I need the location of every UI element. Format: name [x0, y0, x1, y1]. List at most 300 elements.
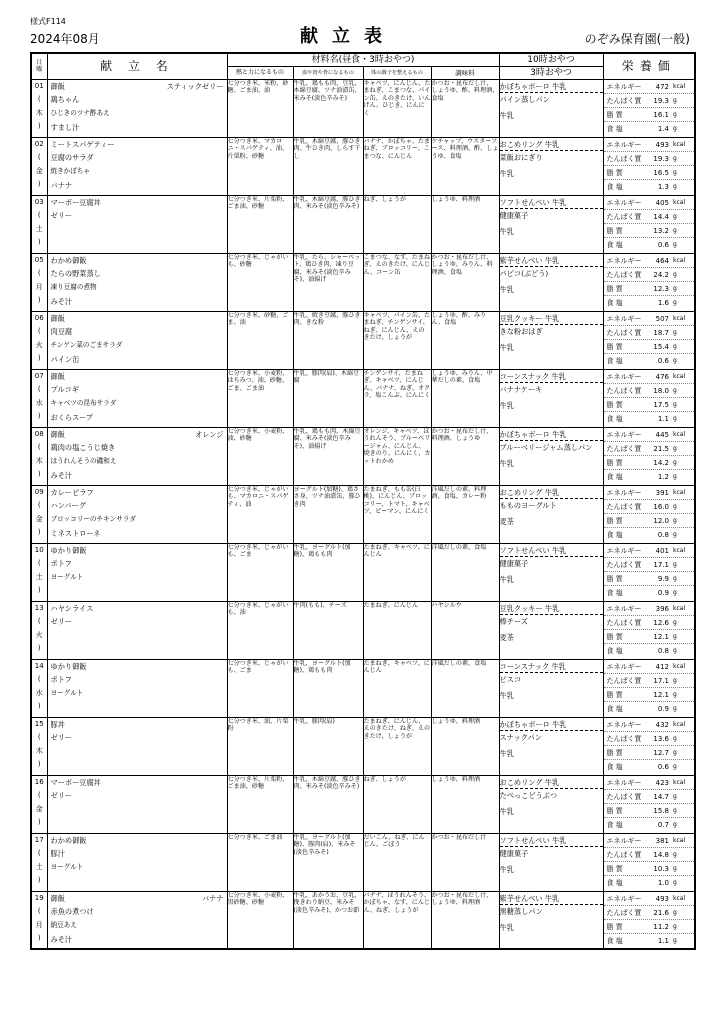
dish-item: 赤魚の煮つけ	[50, 907, 94, 917]
day-row	[31, 311, 695, 369]
date-number: 06	[34, 313, 44, 322]
seasoning-foods: 洋風だしの素、料理酒、食塩、カレー粉	[431, 485, 499, 543]
day-row	[31, 601, 695, 659]
snack-10: ソフトせんべい 牛乳	[500, 834, 603, 847]
energy-foods: 七分つき米、じゃがいも、ごま	[227, 659, 293, 717]
blood-foods: 牛乳、木綿豆腐、豚ひき肉、米みそ(淡色辛みそ)	[293, 195, 363, 253]
snack-3-drink: 牛乳	[499, 168, 514, 178]
nutrient-energy: エネルギー 493 kcal	[604, 138, 695, 152]
day-row	[31, 253, 695, 311]
energy-foods: 七分つき米、小麦粉、油、砂糖	[227, 427, 293, 485]
dish-item: ポトフ	[50, 559, 72, 569]
nutrition-cell	[603, 717, 695, 775]
dish-item: すまし汁	[50, 122, 80, 132]
dish-item: カレーピラフ	[50, 487, 94, 497]
weekday: 月	[35, 282, 43, 291]
seasoning-foods: しょうゆ、料理酒	[431, 775, 499, 833]
day-cell: 09 ( 金 )	[31, 485, 47, 543]
snack-10: おこめリング 牛乳	[500, 138, 603, 151]
snack-cell	[499, 891, 603, 949]
day-row	[31, 79, 695, 137]
nutrient-fat: 脂 質 10.3 g	[604, 862, 695, 876]
weekday: 火	[35, 630, 43, 639]
nutrient-fat: 脂 質 15.4 g	[604, 340, 695, 354]
nutrient-energy: エネルギー 401 kcal	[604, 544, 695, 558]
dish-item: おくらスープ	[50, 412, 93, 422]
snack3-header: 3時おやつ	[499, 66, 603, 79]
date-number: 19	[34, 893, 44, 902]
snack-10: かぼちゃボーロ 牛乳	[500, 80, 603, 93]
dish-cell	[47, 311, 227, 369]
nutrient-fat: 脂 質 12.1 g	[604, 688, 695, 702]
nutrient-protein: たんぱく質 14.4 g	[604, 210, 695, 224]
date-number: 07	[34, 371, 44, 380]
dish-item: ミートスパゲティー	[50, 139, 115, 149]
date-number: 05	[34, 255, 44, 264]
dish-item: ゼリー	[50, 733, 73, 743]
nutrient-energy: エネルギー 493 kcal	[604, 892, 695, 906]
blood-foods: 牛乳、鶏もも肉、木綿豆腐、米みそ(淡色辛みそ)、油揚げ	[293, 427, 363, 485]
weekday: 木	[35, 108, 43, 117]
blood-foods: 牛乳、豚肉(肩)	[293, 717, 363, 775]
date-number: 02	[34, 139, 44, 148]
day-cell: 15 ( 木 )	[31, 717, 47, 775]
nutrient-energy: エネルギー 432 kcal	[604, 718, 695, 732]
dish-item: ヨーグルト	[50, 689, 84, 698]
nutrition-cell	[603, 79, 695, 137]
energy-foods: 七分つき米、ごま油	[227, 833, 293, 891]
nutrition-cell	[603, 775, 695, 833]
seasoning-foods: しょうゆ、料理酒	[431, 717, 499, 775]
seasoning-foods: かつお・昆布だし汁、しょうゆ、みりん、料理酒、食塩	[431, 253, 499, 311]
snack-3-drink: 牛乳	[499, 864, 514, 874]
nutrient-protein: たんぱく質 17.1 g	[604, 674, 695, 688]
fruit-item: バナナ	[201, 893, 224, 903]
nutrition-cell	[603, 195, 695, 253]
nutrient-salt: 食 塩 1.0 g	[606, 879, 677, 888]
dish-item	[48, 629, 227, 643]
snack-cell	[499, 369, 603, 427]
dish-item: 鶏ちゃん	[50, 95, 80, 105]
snack-10: ソフトせんべい 牛乳	[500, 196, 603, 209]
nutrient-protein: たんぱく質 18.7 g	[604, 326, 695, 340]
nutrient-energy: エネルギー 464 kcal	[604, 254, 695, 268]
nutrient-protein: たんぱく質 21.6 g	[604, 906, 695, 920]
energy-foods: 七分つき米、油、片栗粉	[227, 717, 293, 775]
nutrient-protein: たんぱく質 19.3 g	[604, 94, 695, 108]
nutrient-energy: エネルギー 445 kcal	[604, 428, 695, 442]
dish-cell	[47, 427, 227, 485]
nutrient-fat: 脂 質 13.2 g	[604, 224, 695, 238]
snack-3-drink: 牛乳	[499, 400, 514, 410]
dish-cell	[47, 891, 227, 949]
dish-item: 豆腐のサラダ	[50, 153, 94, 163]
weekday: 土	[35, 862, 43, 871]
energy-foods: 七分つき米、片栗粉、ごま油、砂糖	[227, 195, 293, 253]
nutrient-protein: たんぱく質 17.1 g	[604, 558, 695, 572]
snack-3: スナックパン	[499, 732, 542, 742]
weekday: 金	[35, 166, 43, 175]
menu-name-header: 献 立 名	[47, 53, 227, 79]
dish-item: ゼリー	[50, 791, 73, 801]
snack-10: 豆乳クッキー 牛乳	[500, 312, 603, 325]
nutrient-salt: 食 塩 1.4 g	[606, 125, 677, 134]
nutrient-energy: エネルギー 423 kcal	[604, 776, 695, 790]
nutrition-cell	[603, 891, 695, 949]
dish-item: わかめ御飯	[50, 255, 87, 265]
nutrient-energy: エネルギー 412 kcal	[604, 660, 695, 674]
snack-3: きな粉おはぎ	[499, 326, 543, 336]
nutrition-cell	[603, 543, 695, 601]
menu-table	[30, 52, 696, 950]
blood-foods: 牛乳、木綿豆腐、豚ひき肉、牛ひき肉、しらす干し	[293, 137, 363, 195]
nutrient-fat: 脂 質 12.7 g	[604, 746, 695, 760]
dish-item	[48, 237, 227, 251]
weekday: 木	[35, 456, 43, 465]
snack-10: コーンスナック 牛乳	[500, 660, 603, 673]
day-row	[31, 485, 695, 543]
nutrition-cell	[603, 485, 695, 543]
weekday: 火	[35, 340, 43, 349]
snack-cell	[499, 601, 603, 659]
seasoning-header: 調味料	[431, 66, 499, 79]
date-number: 03	[34, 197, 44, 206]
dish-item: 御飯 スティックゼリー	[48, 80, 227, 94]
dish-item: 御飯	[50, 313, 65, 323]
nutrient-fat: 脂 質 16.5 g	[604, 166, 695, 180]
snack-3-drink: 麦茶	[499, 516, 514, 526]
snack-3: 黒糖蒸しパン	[499, 906, 543, 916]
snack-3: ブルーベリージャム蒸しパン	[499, 442, 593, 452]
dish-item: 焼きかぼちゃ	[50, 167, 91, 176]
nutrient-energy: エネルギー 396 kcal	[604, 602, 695, 616]
snack-cell	[499, 543, 603, 601]
seasoning-foods: しょうゆ、酢、みりん、食塩	[431, 311, 499, 369]
seasoning-foods: ハヤシルウ	[431, 601, 499, 659]
snack-3: 健康菓子	[499, 210, 529, 220]
dish-item: バナナ	[50, 180, 73, 190]
dish-cell	[47, 195, 227, 253]
nutrient-salt: 食 塩 0.8 g	[606, 531, 677, 540]
energy-foods: 七分つき米、じゃがいも、マカロニ・スパゲティ、油	[227, 485, 293, 543]
blood-foods: 牛乳、たら、シャーベット、鶏ひき肉、凍り豆腐、米みそ(淡色辛みそ)、油揚げ	[293, 253, 363, 311]
date-number: 01	[34, 81, 44, 90]
snack10-header: 10時おやつ	[499, 53, 603, 66]
dish-item: ゼリー	[50, 617, 73, 627]
day-cell: 17 ( 土 )	[31, 833, 47, 891]
regulate-foods: キャベツ、パイン缶、たまねぎ、チンゲンサイ、ねぎ、にんじん、えのきたけ、しょうが	[363, 311, 431, 369]
dish-item: 御飯 オレンジ	[48, 428, 227, 442]
snack-3: 棒チーズ	[499, 616, 528, 626]
fruit-item: オレンジ	[195, 429, 224, 439]
seasoning-foods: しょうゆ、みりん、中華だしの素、食塩	[431, 369, 499, 427]
snack-3: バナナケーキ	[499, 384, 543, 394]
dish-cell	[47, 833, 227, 891]
nutrition-cell	[603, 311, 695, 369]
dish-cell	[47, 79, 227, 137]
day-row	[31, 195, 695, 253]
day-cell: 10 ( 土 )	[31, 543, 47, 601]
nutrient-protein: たんぱく質 13.6 g	[604, 732, 695, 746]
regulate-foods: ねぎ、しょうが	[363, 775, 431, 833]
energy-foods: 七分つき米、砂糖、ごま、油	[227, 311, 293, 369]
nutrient-fat: 脂 質 12.1 g	[604, 630, 695, 644]
snack-10: かぼちゃボーロ 牛乳	[500, 428, 603, 441]
dish-item: ひじきのツナ酢あえ	[50, 109, 110, 118]
snack-10: おこめリング 牛乳	[500, 486, 603, 499]
nutrient-protein: たんぱく質 18.0 g	[604, 384, 695, 398]
snack-10: おこめリング 牛乳	[500, 776, 603, 789]
nutrient-salt: 食 塩 0.7 g	[606, 821, 677, 830]
nutrient-salt: 食 塩 0.8 g	[606, 647, 677, 656]
snack-3-drink: 牛乳	[499, 806, 514, 816]
energy-foods: 七分つき米、小麦粉、はちみつ、油、砂糖、ごま、ごま油	[227, 369, 293, 427]
blood-foods: 牛乳、木綿豆腐、豚ひき肉、米みそ(淡色辛みそ)	[293, 775, 363, 833]
day-cell: 19 ( 月 )	[31, 891, 47, 949]
dish-item: みそ汁	[50, 934, 73, 944]
nutrient-fat: 脂 質 9.9 g	[604, 572, 695, 586]
regulate-foods: こまつな、なす、たまねぎ、えのきたけ、にんじん、コーン缶	[363, 253, 431, 311]
nutrient-salt: 食 塩 1.2 g	[606, 473, 677, 482]
dish-item: ヨーグルト	[50, 863, 84, 872]
fruit-item: スティックゼリー	[166, 81, 224, 91]
regulate-foods: ねぎ、しょうが	[363, 195, 431, 253]
snack-3-drink: 牛乳	[499, 458, 514, 468]
snack-10: 紫芋せんべい 牛乳	[500, 892, 603, 905]
day-cell: 05 ( 月 )	[31, 253, 47, 311]
day-header: 日 曜	[31, 53, 47, 79]
dish-cell	[47, 369, 227, 427]
dish-cell	[47, 659, 227, 717]
dish-item: みそ汁	[50, 470, 73, 480]
nutrient-protein: たんぱく質 24.2 g	[604, 268, 695, 282]
snack-3: パピコ(ぶどう)	[499, 268, 549, 278]
snack-3-drink: 牛乳	[499, 574, 514, 584]
regulate-foods: キャベツ、にんじん、たまねぎ、こまつな、パイン缶、えのきたけ、いんげん、ひじき、にんにく	[363, 79, 431, 137]
regulate-header: 体の調子を整えるもの	[363, 66, 431, 79]
blood-foods: 牛乳、ヨーグルト(加糖)、鶏もも肉	[293, 659, 363, 717]
nutrient-energy: エネルギー 381 kcal	[604, 834, 695, 848]
blood-foods: 牛乳、鶏もも肉、豆乳、木綿豆腐、ツナ油漬缶、米みそ(淡色辛みそ)	[293, 79, 363, 137]
snack-10: かぼちゃボーロ 牛乳	[500, 718, 603, 731]
nutrient-fat: 脂 質 12.0 g	[604, 514, 695, 528]
dish-item	[48, 223, 227, 237]
dish-item: 豚汁	[50, 849, 65, 859]
day-row	[31, 717, 695, 775]
dish-item	[48, 803, 227, 817]
dish-cell	[47, 137, 227, 195]
day-cell: 07 ( 水 )	[31, 369, 47, 427]
nutrient-fat: 脂 質 14.2 g	[604, 456, 695, 470]
seasoning-foods: かつお・昆布だし汁、料理酒、しょうゆ	[431, 427, 499, 485]
date-number: 08	[34, 429, 44, 438]
nutrient-protein: たんぱく質 19.3 g	[604, 152, 695, 166]
date-number: 15	[34, 719, 44, 728]
nutrient-salt: 食 塩 0.9 g	[606, 705, 677, 714]
page-title: 献立表	[300, 26, 396, 47]
nutrient-protein: たんぱく質 14.8 g	[604, 848, 695, 862]
regulate-foods: バナナ、かぼちゃ、たまねぎ、ブロッコリー、こまつな、にんじん	[363, 137, 431, 195]
energy-foods: 七分つき米、じゃがいも、砂糖	[227, 253, 293, 311]
dish-item: 御飯	[50, 371, 65, 381]
snack-3: もものヨーグルト	[499, 500, 557, 510]
weekday: 月	[35, 920, 43, 929]
dish-item	[48, 643, 227, 657]
date-number: 17	[34, 835, 44, 844]
dish-cell	[47, 253, 227, 311]
regulate-foods: だいこん、ねぎ、にんじん、ごぼう	[363, 833, 431, 891]
dish-item: 凍り豆腐の煮物	[50, 283, 97, 292]
nutrient-fat: 脂 質 15.8 g	[604, 804, 695, 818]
nutrient-salt: 食 塩 0.6 g	[606, 241, 677, 250]
dish-item	[48, 875, 227, 889]
nutrient-salt: 食 塩 1.1 g	[606, 937, 677, 946]
nutrient-energy: エネルギー 476 kcal	[604, 370, 695, 384]
dish-item: キャベツの昆布サラダ	[50, 399, 117, 408]
dish-cell	[47, 485, 227, 543]
snack-cell	[499, 253, 603, 311]
regulate-foods: たまねぎ、もも缶(白桃)、にんじん、ブロッコリー、トマト、キャベツ、ピーマン、にんにく	[363, 485, 431, 543]
dish-item: チンゲン菜のごまサラダ	[50, 341, 123, 350]
nutrient-protein: たんぱく質 12.6 g	[604, 616, 695, 630]
nutrition-cell	[603, 601, 695, 659]
dish-item: 豚丼	[50, 719, 65, 729]
dish-item: マーボー豆腐丼	[50, 777, 101, 787]
form-number: 様式F114	[30, 17, 66, 26]
snack-10: ソフトせんべい 牛乳	[500, 544, 603, 557]
nutrient-protein: たんぱく質 21.5 g	[604, 442, 695, 456]
day-row	[31, 833, 695, 891]
regulate-foods: たまねぎ、キャベツ、にんじん	[363, 543, 431, 601]
dish-item: たらの野菜蒸し	[50, 269, 101, 279]
dish-item: わかめ御飯	[50, 835, 87, 845]
snack-3: 健康菓子	[499, 848, 529, 858]
day-row	[31, 543, 695, 601]
nutrient-salt: 食 塩 1.6 g	[606, 299, 677, 308]
snack-3: たべっこどうぶつ	[499, 790, 558, 800]
day-row	[31, 891, 695, 949]
nutrient-energy: エネルギー 391 kcal	[604, 486, 695, 500]
day-row	[31, 427, 695, 485]
energy-foods: 七分つき米、小麦粉、黒砂糖、砂糖	[227, 891, 293, 949]
nutrient-fat: 脂 質 12.3 g	[604, 282, 695, 296]
nutrient-energy: エネルギー 507 kcal	[604, 312, 695, 326]
day-cell: 03 ( 土 )	[31, 195, 47, 253]
blood-foods: 牛乳、焼き豆腐、豚ひき肉、きな粉	[293, 311, 363, 369]
day-row	[31, 775, 695, 833]
regulate-foods: チンゲンサイ、たまねぎ、キャベツ、にんじん、バナナ、ねぎ、オクラ、塩こんぶ、にんにく	[363, 369, 431, 427]
dish-item: ポトフ	[50, 675, 72, 685]
regulate-foods: たまねぎ、キャベツ、にんじん	[363, 659, 431, 717]
seasoning-foods: しょうゆ、料理酒	[431, 195, 499, 253]
nutrition-cell	[603, 659, 695, 717]
snack-10: コーンスナック 牛乳	[500, 370, 603, 383]
snack-10: 紫芋せんべい 牛乳	[500, 254, 603, 267]
snack-3-drink: 牛乳	[499, 284, 514, 294]
dish-item	[48, 585, 227, 599]
snack-cell	[499, 137, 603, 195]
nutrient-energy: エネルギー 472 kcal	[604, 80, 695, 94]
dish-item: ハヤシライス	[50, 603, 94, 613]
day-cell: 16 ( 金 )	[31, 775, 47, 833]
dish-item: プルコギ	[50, 385, 79, 395]
weekday: 土	[35, 224, 43, 233]
dish-item: ブロッコリーのチキンサラダ	[50, 515, 136, 524]
school-name: のぞみ保育園(一般)	[584, 32, 690, 46]
weekday: 水	[35, 398, 43, 407]
dish-item: ミネストローネ	[50, 528, 101, 538]
nutrient-salt: 食 塩 0.6 g	[606, 763, 677, 772]
blood-foods: 牛乳、豚肉(肩)、木綿豆腐	[293, 369, 363, 427]
nutrition-header: 栄養価	[603, 53, 695, 79]
dish-item: 肉豆腐	[50, 327, 73, 337]
dish-item: ゼリー	[50, 211, 73, 221]
dish-item	[48, 759, 227, 773]
energy-foods: 七分つき米、じゃがいも、ごま	[227, 543, 293, 601]
snack-cell	[499, 195, 603, 253]
day-cell: 08 ( 木 )	[31, 427, 47, 485]
snack-3-drink: 麦茶	[499, 632, 514, 642]
snack-cell	[499, 427, 603, 485]
date-number: 09	[34, 487, 44, 496]
snack-3-drink: 牛乳	[499, 922, 514, 932]
year-month: 2024年08月	[30, 32, 100, 46]
dish-item: 鶏肉の塩こうじ焼き	[50, 443, 116, 453]
snack-3-drink: 牛乳	[499, 342, 514, 352]
blood-foods: 牛乳、ヨーグルト(加糖)、豚肉(肩)、米みそ(淡色辛みそ)	[293, 833, 363, 891]
regulate-foods: たまねぎ、にんじん	[363, 601, 431, 659]
blood-header: 血や肉や骨になるもの	[293, 66, 363, 79]
nutrient-energy: エネルギー 405 kcal	[604, 196, 695, 210]
snack-3-drink: 牛乳	[499, 110, 514, 120]
materials-header: 材料名(昼食・3時おやつ)	[227, 53, 499, 66]
seasoning-foods: 洋風だしの素、食塩	[431, 543, 499, 601]
energy-header: 熱と力になるもの	[227, 66, 293, 79]
seasoning-foods: かつお・昆布だし汁、しょうゆ、料理酒	[431, 891, 499, 949]
snack-cell	[499, 311, 603, 369]
nutrient-salt: 食 塩 0.6 g	[606, 357, 677, 366]
dish-item: マーボー豆腐丼	[50, 197, 101, 207]
nutrition-cell	[603, 427, 695, 485]
day-row	[31, 369, 695, 427]
snack-3: パイン蒸しパン	[499, 94, 550, 104]
nutrition-cell	[603, 369, 695, 427]
dish-item: ハンバーグ	[50, 501, 86, 511]
seasoning-foods: かつお・昆布だし汁	[431, 833, 499, 891]
seasoning-foods: ケチャップ、ウスターソース、料理酒、酢、しょうゆ、食塩	[431, 137, 499, 195]
weekday: 木	[35, 746, 43, 755]
snack-3: ビスコ	[499, 674, 522, 684]
dish-item: ほうれんそうの磯和え	[50, 457, 117, 466]
snack-cell	[499, 79, 603, 137]
nutrient-protein: たんぱく質 16.0 g	[604, 500, 695, 514]
dish-item: みそ汁	[50, 296, 73, 306]
snack-cell	[499, 717, 603, 775]
dish-item	[48, 817, 227, 831]
regulate-foods: オレンジ、キャベツ、ほうれんそう、ブルーベリージャム、にんじん、焼きのり、にんにく、カットわかめ	[363, 427, 431, 485]
nutrient-protein: たんぱく質 14.7 g	[604, 790, 695, 804]
blood-foods: 牛乳、あかうお、豆乳、挽きわり納豆、米みそ(淡色辛みそ)、かつお節	[293, 891, 363, 949]
day-row	[31, 659, 695, 717]
weekday: 金	[35, 514, 43, 523]
dish-cell	[47, 601, 227, 659]
blood-foods: 牛肉(もも)、チーズ	[293, 601, 363, 659]
nutrition-cell	[603, 253, 695, 311]
snack-3-drink: 牛乳	[499, 226, 514, 236]
date-number: 13	[34, 603, 44, 612]
weekday: 金	[35, 804, 43, 813]
energy-foods: 七分つき米、米粉、砂糖、ごま油、油	[227, 79, 293, 137]
